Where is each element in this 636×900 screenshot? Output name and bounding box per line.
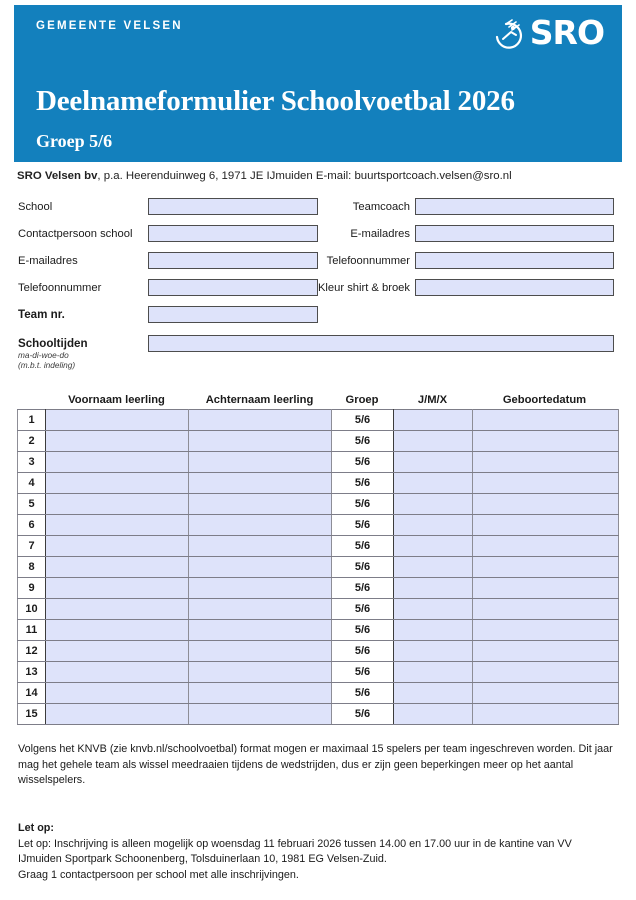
- cell-jmx[interactable]: [394, 515, 473, 536]
- column-header-voornaam: Voornaam leerling: [68, 393, 165, 406]
- form-row-2: [0, 223, 636, 250]
- table-row: [18, 536, 619, 557]
- form-row-3: [0, 250, 636, 277]
- cell-achternaam[interactable]: [189, 536, 332, 557]
- cell-jmx[interactable]: [394, 410, 473, 431]
- table-row: [18, 683, 619, 704]
- organisation-label: GEMEENTE VELSEN: [36, 20, 183, 32]
- cell-voornaam[interactable]: [46, 662, 189, 683]
- cell-groep: 5/6: [332, 704, 394, 725]
- page-subtitle: Groep 5/6: [36, 131, 113, 151]
- cell-achternaam[interactable]: [189, 683, 332, 704]
- cell-voornaam[interactable]: [46, 683, 189, 704]
- cell-jmx[interactable]: [394, 641, 473, 662]
- cell-geboortedatum[interactable]: [473, 704, 619, 725]
- cell-row-number: 3: [18, 452, 46, 473]
- sublabel-schooltijden-note: (m.b.t. indeling): [18, 360, 76, 370]
- cell-groep: 5/6: [332, 683, 394, 704]
- cell-geboortedatum[interactable]: [473, 452, 619, 473]
- label-teamcoach: Teamcoach: [352, 201, 410, 213]
- cell-geboortedatum[interactable]: [473, 662, 619, 683]
- cell-voornaam[interactable]: [46, 494, 189, 515]
- cell-achternaam[interactable]: [189, 431, 332, 452]
- table-row: [18, 662, 619, 683]
- players-table: [17, 409, 619, 725]
- table-row: [18, 620, 619, 641]
- cell-jmx[interactable]: [394, 452, 473, 473]
- label-kleur-shirt-broek: Kleur shirt & broek: [317, 282, 410, 294]
- note-let-op-line-2: Graag 1 contactpersoon per school met alle inschrijvingen.: [18, 868, 299, 881]
- sro-wordmark: SRO: [529, 13, 604, 52]
- cell-row-number: 6: [18, 515, 46, 536]
- cell-groep: 5/6: [332, 620, 394, 641]
- cell-geboortedatum[interactable]: [473, 515, 619, 536]
- cell-jmx[interactable]: [394, 683, 473, 704]
- cell-row-number: 11: [18, 620, 46, 641]
- input-teamcoach[interactable]: [415, 198, 614, 215]
- input-schooltijden[interactable]: [148, 335, 614, 352]
- column-header-achternaam: Achternaam leerling: [205, 393, 314, 406]
- table-row: [18, 578, 619, 599]
- cell-groep: 5/6: [332, 578, 394, 599]
- cell-geboortedatum[interactable]: [473, 494, 619, 515]
- cell-groep: 5/6: [332, 641, 394, 662]
- cell-jmx[interactable]: [394, 473, 473, 494]
- cell-achternaam[interactable]: [189, 515, 332, 536]
- page-title: Deelnameformulier Schoolvoetbal 2026: [36, 85, 515, 117]
- cell-voornaam[interactable]: [46, 473, 189, 494]
- contact-details: , p.a. Heerenduinweg 6, 1971 JE IJmuiden E-mail: buurtsportcoach.velsen@sro.nl: [97, 170, 512, 182]
- label-school-telefoonnummer: Telefoonnummer: [18, 282, 102, 294]
- cell-jmx[interactable]: [394, 557, 473, 578]
- cell-row-number: 8: [18, 557, 46, 578]
- cell-achternaam[interactable]: [189, 410, 332, 431]
- table-row: [18, 704, 619, 725]
- cell-groep: 5/6: [332, 599, 394, 620]
- form-row-schooltijden: [0, 333, 636, 370]
- cell-groep: 5/6: [332, 473, 394, 494]
- cell-jmx[interactable]: [394, 662, 473, 683]
- table-row: [18, 599, 619, 620]
- table-row: [18, 515, 619, 536]
- cell-row-number: 5: [18, 494, 46, 515]
- players-table-body: [18, 410, 619, 725]
- cell-row-number: 7: [18, 536, 46, 557]
- cell-row-number: 2: [18, 431, 46, 452]
- note-let-op-line-1: Let op: Inschrijving is alleen mogelijk op woensdag 11 februari 2026 tussen 14.00 en 17.00 uur in de kantine van VV IJmuiden Sportpark Schoonenberg, Tolsduinerlaan 10, 1981 EG Velsen-Zuid.: [18, 837, 572, 865]
- cell-row-number: 12: [18, 641, 46, 662]
- cell-row-number: 15: [18, 704, 46, 725]
- table-row: [18, 431, 619, 452]
- cell-voornaam[interactable]: [46, 641, 189, 662]
- cell-voornaam[interactable]: [46, 599, 189, 620]
- label-contactpersoon-school: Contactpersoon school: [18, 228, 133, 240]
- table-row: [18, 410, 619, 431]
- note-let-op-heading: Let op:: [18, 822, 54, 834]
- form-row-4: [0, 277, 636, 304]
- cell-geboortedatum[interactable]: [473, 683, 619, 704]
- table-row: [18, 494, 619, 515]
- note-let-op: [18, 821, 618, 883]
- cell-groep: 5/6: [332, 557, 394, 578]
- cell-voornaam[interactable]: [46, 536, 189, 557]
- cell-achternaam[interactable]: [189, 641, 332, 662]
- cell-voornaam[interactable]: [46, 452, 189, 473]
- cell-row-number: 14: [18, 683, 46, 704]
- cell-groep: 5/6: [332, 494, 394, 515]
- cell-row-number: 10: [18, 599, 46, 620]
- cell-achternaam[interactable]: [189, 557, 332, 578]
- cell-groep: 5/6: [332, 536, 394, 557]
- players-table-header: [17, 390, 618, 409]
- cell-achternaam[interactable]: [189, 494, 332, 515]
- cell-achternaam[interactable]: [189, 578, 332, 599]
- column-header-geboortedatum: Geboortedatum: [502, 393, 587, 406]
- header-banner: [14, 5, 622, 162]
- label-team-nr: Team nr.: [18, 308, 65, 321]
- cell-voornaam[interactable]: [46, 515, 189, 536]
- form-row-team-nr: [0, 304, 636, 333]
- form-fields-area: [0, 196, 636, 370]
- cell-jmx[interactable]: [394, 494, 473, 515]
- cell-jmx[interactable]: [394, 620, 473, 641]
- cell-voornaam[interactable]: [46, 431, 189, 452]
- sublabel-schooltijden-days: ma-di-woe-do: [18, 350, 69, 360]
- cell-geboortedatum[interactable]: [473, 473, 619, 494]
- cell-groep: 5/6: [332, 410, 394, 431]
- table-row: [18, 641, 619, 662]
- label-school: School: [18, 201, 53, 213]
- contact-company: SRO Velsen bv: [17, 170, 98, 182]
- cell-jmx[interactable]: [394, 578, 473, 599]
- note-knvb: Volgens het KNVB (zie knvb.nl/schoolvoetbal) format mogen er maximaal 15 spelers per team ingeschreven worden. Dit jaar mag het gehele team als wissel meedraaien tijdens de wedstrijden, dus er zijn geen beperkingen meer op het aantal wisselspelers.: [18, 743, 613, 786]
- cell-row-number: 1: [18, 410, 46, 431]
- cell-geboortedatum[interactable]: [473, 641, 619, 662]
- cell-achternaam[interactable]: [189, 662, 332, 683]
- cell-jmx[interactable]: [394, 431, 473, 452]
- cell-geboortedatum[interactable]: [473, 599, 619, 620]
- cell-groep: 5/6: [332, 431, 394, 452]
- cell-row-number: 9: [18, 578, 46, 599]
- cell-jmx[interactable]: [394, 599, 473, 620]
- cell-voornaam[interactable]: [46, 578, 189, 599]
- cell-groep: 5/6: [332, 452, 394, 473]
- cell-geboortedatum[interactable]: [473, 410, 619, 431]
- input-kleur-shirt-broek[interactable]: [415, 279, 614, 296]
- column-header-jmx: J/M/X: [417, 393, 448, 406]
- cell-row-number: 4: [18, 473, 46, 494]
- table-row: [18, 557, 619, 578]
- label-coach-telefoonnummer: Telefoonnummer: [326, 255, 410, 267]
- cell-geboortedatum[interactable]: [473, 620, 619, 641]
- players-table-section: [17, 390, 618, 725]
- cell-achternaam[interactable]: [189, 473, 332, 494]
- table-row: [18, 452, 619, 473]
- cell-jmx[interactable]: [394, 536, 473, 557]
- cell-achternaam[interactable]: [189, 704, 332, 725]
- label-coach-emailadres: E-mailadres: [350, 228, 410, 240]
- contact-line: [17, 170, 512, 182]
- cell-voornaam[interactable]: [46, 557, 189, 578]
- cell-geboortedatum[interactable]: [473, 557, 619, 578]
- cell-voornaam[interactable]: [46, 704, 189, 725]
- form-row-1: [0, 196, 636, 223]
- cell-achternaam[interactable]: [189, 620, 332, 641]
- cell-groep: 5/6: [332, 662, 394, 683]
- cell-achternaam[interactable]: [189, 599, 332, 620]
- input-team-nr[interactable]: [148, 306, 318, 323]
- cell-voornaam[interactable]: [46, 620, 189, 641]
- label-school-emailadres: E-mailadres: [18, 255, 78, 267]
- input-coach-emailadres[interactable]: [415, 225, 614, 242]
- cell-geboortedatum[interactable]: [473, 536, 619, 557]
- cell-geboortedatum[interactable]: [473, 431, 619, 452]
- cell-geboortedatum[interactable]: [473, 578, 619, 599]
- cell-jmx[interactable]: [394, 704, 473, 725]
- cell-row-number: 13: [18, 662, 46, 683]
- input-coach-telefoonnummer[interactable]: [415, 252, 614, 269]
- table-row: [18, 473, 619, 494]
- cell-groep: 5/6: [332, 515, 394, 536]
- column-header-groep: Groep: [345, 393, 379, 406]
- cell-voornaam[interactable]: [46, 410, 189, 431]
- cell-achternaam[interactable]: [189, 452, 332, 473]
- sro-swoosh-icon: [493, 17, 527, 49]
- sro-logo: [493, 13, 604, 52]
- label-schooltijden: Schooltijden: [18, 337, 88, 350]
